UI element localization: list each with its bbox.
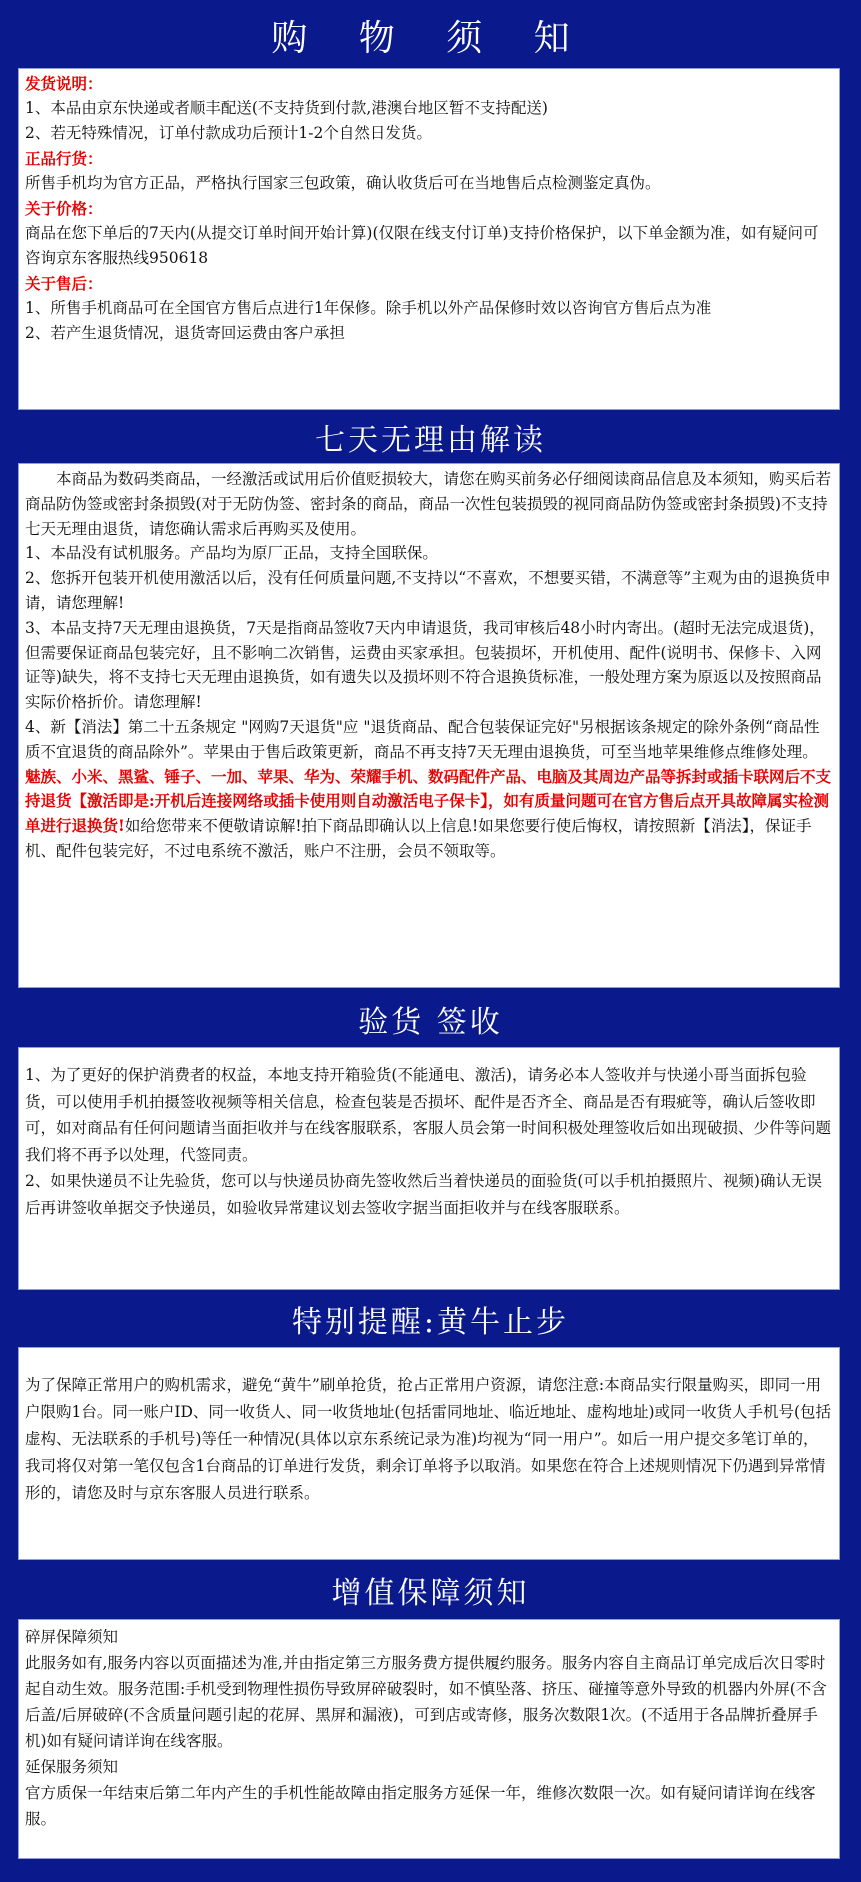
screen-protection-heading: 碎屏保障须知 bbox=[25, 1628, 119, 1646]
shipping-item-1: 1、本品由京东快递或者顺丰配送(不支持货到付款,港澳台地区暂不支持配送) bbox=[25, 99, 548, 117]
return-item-4-warning: 魅族、小米、黑鲨、锤子、一加、苹果、华为、荣耀手机、数码配件产品、电脑及其周边产品等拆封或插卡联网后不支持退货【激活即是:开机后连接网络或插卡使用则自动激活电子保卡】，如有质量问题可在官方售后点开具故障属实检测单进行退换货! bbox=[25, 766, 832, 836]
shopping-notice-panel bbox=[18, 68, 840, 410]
aftersale-item-2: 2、若产生退货情况，退货寄回运费由客户承担 bbox=[25, 324, 345, 342]
shipping-item-2: 2、若无特殊情况，订单付款成功后预计1-2个自然日发货。 bbox=[25, 124, 432, 142]
scalper-warning-text: 为了保障正常用户的购机需求，避免“黄牛”刷单抢货，抢占正常用户资源，请您注意:本商品实行限量购买，即同一用户限购1台。同一账户ID、同一收货人、同一收货地址(包括雷同地址、临近地址、虚构地址)或同一收货人手机号(包括虚构、无法联系的手机号)等任一种情况(具体以京东系统记录为准)均视为“同一用户”。如后一用户提交多笔订单的，我司将仅对第一笔仅包含1台商品的订单进行发货，剩余订单将予以取消。如果您在符合上述规则情况下仍遇到异常情形的，请您及时与京东客服人员进行联系。 bbox=[25, 1376, 832, 1502]
return-item-3: 3、本品支持7天无理由退换货，7天是指商品签收7天内申请退货，我司审核后48小时内寄出。(超时无法完成退货)，但需要保证商品包装完好，且不影响二次销售，运费由买家承担。包装损坏，开机使用、配件(说明书、保修卡、入网证等)缺失，将不支持七天无理由退换货，如有遗失以及损坏则不符合退换货标准，一般处理方案为原返以及按照商品实际价格折价。请您理解! bbox=[25, 618, 825, 712]
value-added-protection-panel bbox=[18, 1619, 840, 1859]
return-item-2: 2、您拆开包装开机使用激活以后，没有任何质量问题,不支持以“不喜欢，不想要买错，不满意等”主观为由的退换货申请，请您理解! bbox=[25, 569, 831, 612]
inspection-signing-title: 验货 签收 bbox=[358, 1005, 503, 1040]
extended-warranty-heading: 延保服务须知 bbox=[25, 1758, 119, 1776]
return-item-1: 1、本品没有试机服务。产品均为原厂正品，支持全国联保。 bbox=[25, 544, 438, 563]
screen-protection-text: 此服务如有,服务内容以页面描述为准,并由指定第三方服务费方提供履约服务。服务内容自主商品订单完成后次日零时起自动生效。服务范围:手机受到物理性损伤导致屏碎破裂时，如不慎坠落、挤压、碰撞等意外导致的机器内外屏(不含后盖/后屏破碎(不含质量问题引起的花屏、黑屏和漏液)，可到店或寄修，服务次数限1次。(不适用于各品牌折叠屏手机)如有疑问请详询在线客服。 bbox=[25, 1654, 827, 1750]
extended-warranty-text: 官方质保一年结束后第二年内产生的手机性能故障由指定服务方延保一年，维修次数限一次。如有疑问请详询在线客服。 bbox=[25, 1784, 816, 1828]
inspection-signing-panel bbox=[18, 1047, 840, 1290]
genuine-heading: 正品行货： bbox=[25, 149, 103, 168]
shipping-heading: 发货说明： bbox=[25, 74, 103, 93]
return-item-4-text: 4、新【消法】第二十五条规定 "网购7天退货"应 "退货商品、配合包装保证完好"另根据该条规定的除外条例“商品性质不宜退货的商品除外”。苹果由于售后政策更新，商品不再支持7天无理由退换货，可至当地苹果维修点维修处理。 bbox=[25, 717, 820, 761]
return-intro: 本商品为数码类商品，一经激活或试用后价值贬损较大，请您在购买前务必仔细阅读商品信息及本须知，购买后若商品防伪签或密封条损毁(对于无防伪签、密封条的商品，商品一次性包装损毁的视同商品防伪签或密封条损毁)不支持七天无理由退货，请您确认需求后再购买及使用。 bbox=[25, 470, 832, 538]
aftersale-item-1: 1、所售手机商品可在全国官方售后点进行1年保修。除手机以外产品保修时效以咨询官方售后点为准 bbox=[25, 299, 712, 317]
price-text: 商品在您下单后的7天内(从提交订单时间开始计算)(仅限在线支付订单)支持价格保护，以下单金额为准，如有疑问可咨询京东客服热线950618 bbox=[25, 224, 819, 267]
shopping-notice-title: 购 物 须 知 bbox=[271, 17, 590, 59]
inspection-item-1: 1、为了更好的保护消费者的权益，本地支持开箱验货(不能通电、激活)，请务必本人签收并与快递小哥当面拆包验货，可以使用手机拍摄签收视频等相关信息，检查包装是否损坏、配件是否齐全、商品是否有瑕疵等，确认后签收即可，如对商品有任何问题请当面拒收并与在线客服联系，客服人员会第一时间积极处理签收后如出现破损、少件等问题我们将不再予以处理，代签同责。 bbox=[25, 1066, 832, 1164]
value-added-protection-title: 增值保障须知 bbox=[331, 1576, 530, 1611]
scalper-warning-panel bbox=[18, 1347, 840, 1560]
return-item-4-closing: 如给您带来不便敬请谅解!拍下商品即确认以上信息!如果您要行使后悔权，请按照新【消法】，保证手机、配件包装完好，不过电系统不激活，账户不注册，会员不领取等。 bbox=[25, 817, 812, 860]
genuine-text: 所售手机均为官方正品，严格执行国家三包政策，确认收货后可在当地售后点检测鉴定真伪。 bbox=[25, 174, 661, 192]
scalper-warning-title: 特别提醒:黄牛止步 bbox=[291, 1305, 570, 1340]
price-heading: 关于价格： bbox=[25, 199, 103, 218]
seven-day-return-title: 七天无理由解读 bbox=[315, 423, 546, 458]
return-item-4 bbox=[25, 715, 833, 864]
inspection-item-2: 2、如果快递员不让先验货，您可以与快递员协商先签收然后当着快递员的面验货(可以手机拍摄照片、视频)确认无误后再讲签收单据交予快递员，如验收异常建议划去签收字据当面拒收并与在线客服联系。 bbox=[25, 1172, 822, 1217]
seven-day-return-panel bbox=[18, 463, 840, 988]
aftersale-heading: 关于售后： bbox=[25, 274, 103, 293]
